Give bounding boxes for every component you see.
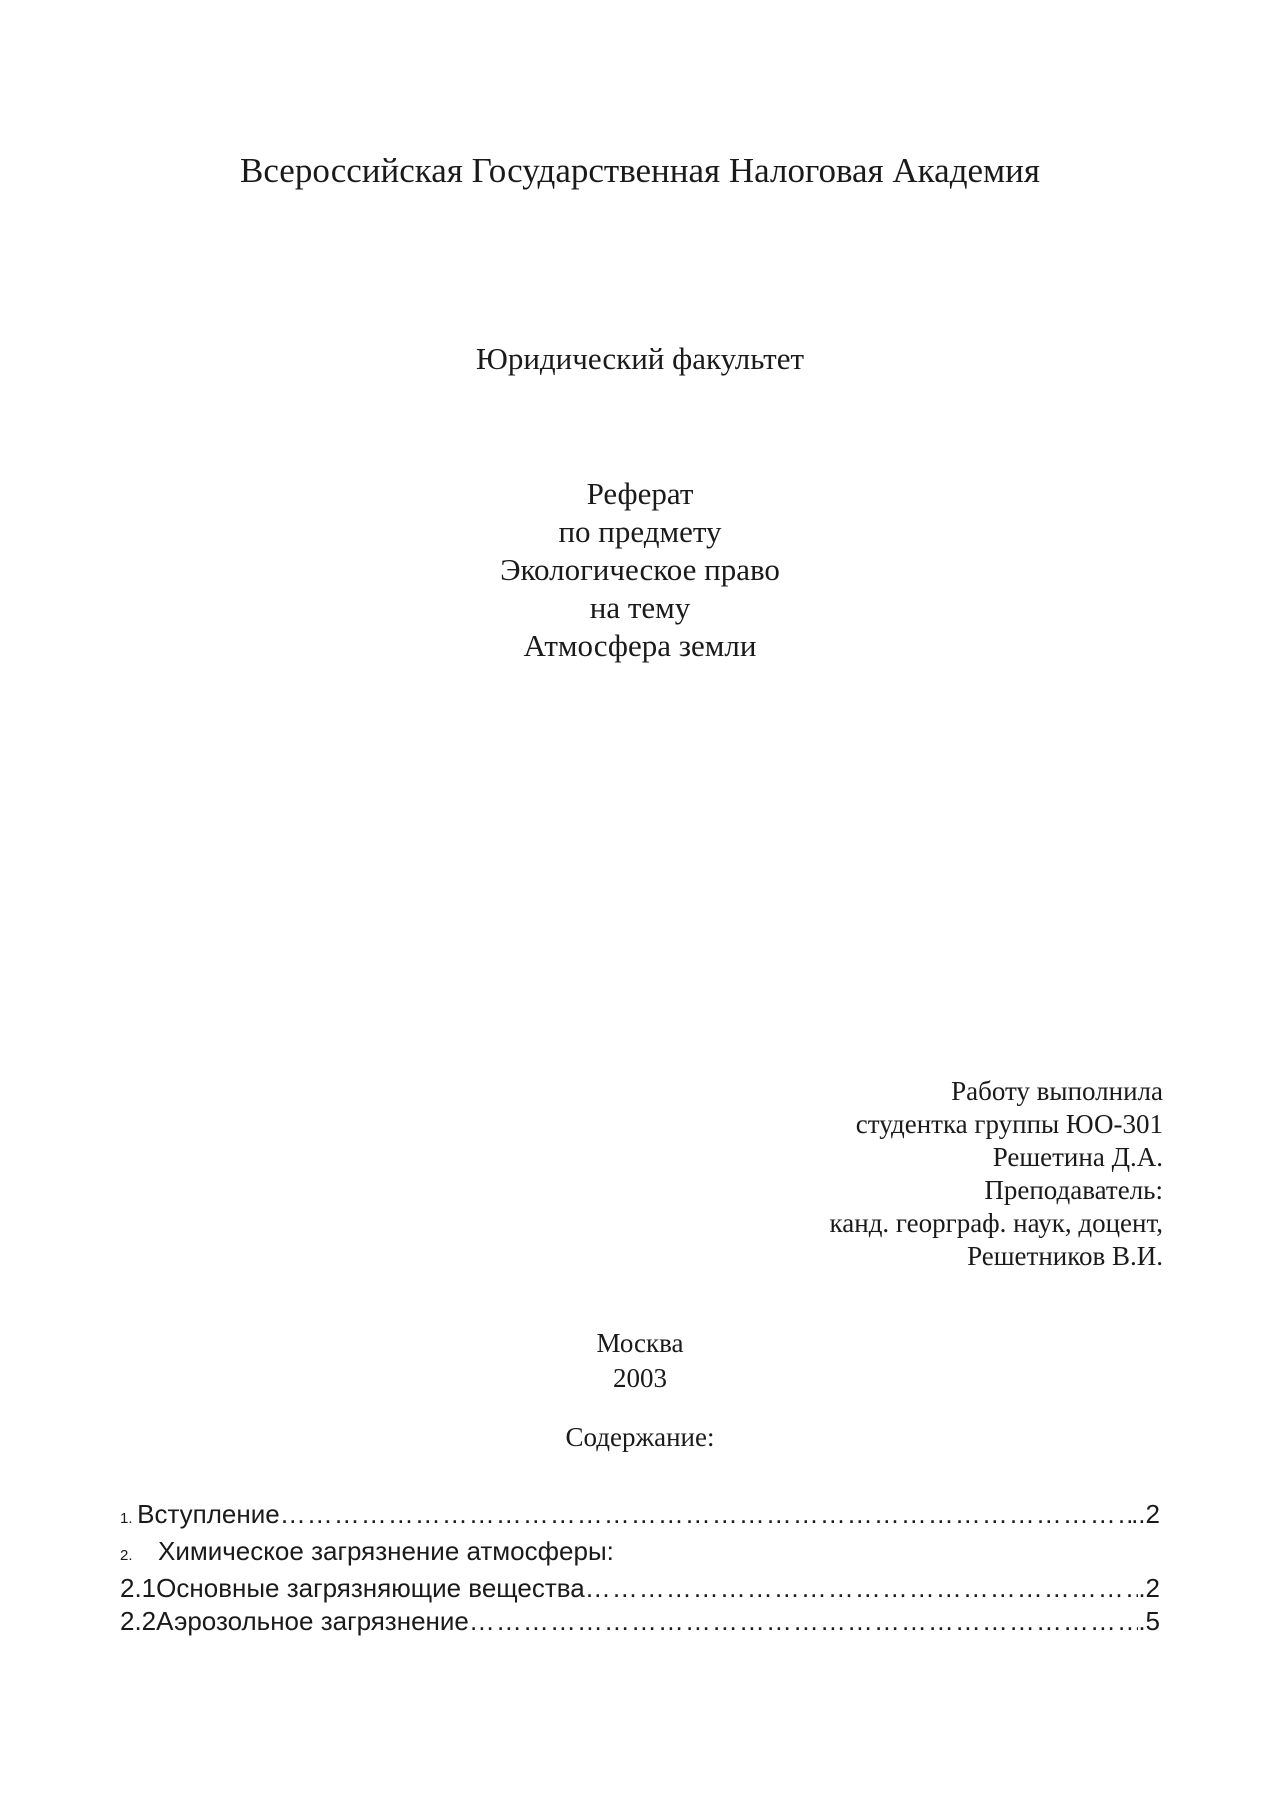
teacher-name: Решетников В.И.: [967, 1241, 1163, 1271]
subject-line-topic-label: на тему: [589, 590, 691, 625]
toc-item-number: 2.1: [120, 1573, 157, 1603]
toc-item-page: ..2: [1131, 1499, 1160, 1529]
toc-item-text: Основные загрязняющие вещества: [156, 1573, 585, 1603]
toc-item: [120, 1572, 1160, 1605]
author-done-by: Работу выполнила: [951, 1076, 1163, 1106]
academy-title: Всероссийская Государственная Налоговая Академия: [239, 151, 1041, 190]
subject-line-topic: Атмосфера земли: [523, 628, 757, 663]
toc-item-number: 1.: [120, 1510, 133, 1527]
toc-leader-dots: [469, 1605, 1138, 1638]
teacher-label: Преподаватель:: [984, 1175, 1163, 1205]
author-name: Решетина Д.А.: [992, 1142, 1163, 1172]
city: Москва: [596, 1328, 684, 1358]
city-year-block: [0, 1326, 1280, 1396]
author-block: [830, 1075, 1163, 1273]
toc-item-text: Вступление: [137, 1499, 280, 1529]
subject-line-preposition: по предмету: [558, 514, 722, 549]
toc-item-number: 2.: [120, 1547, 133, 1564]
toc-item: [120, 1498, 1160, 1535]
year: 2003: [613, 1363, 667, 1393]
subject-line-course: Экологическое право: [500, 552, 780, 587]
contents-title: Содержание:: [565, 1422, 715, 1452]
teacher-degree: канд. георграф. наук, доцент,: [829, 1208, 1163, 1238]
toc-item: [120, 1605, 1160, 1638]
toc-item-text: Аэрозольное загрязнение: [156, 1606, 469, 1636]
subject-line-type: Реферат: [586, 476, 694, 511]
toc-leader-dots: [280, 1498, 1131, 1531]
subject-block: [0, 475, 1280, 665]
toc-item-page: .2: [1138, 1573, 1160, 1603]
toc-item-text: Химическое загрязнение атмосферы:: [158, 1536, 614, 1566]
toc-leader-dots: [585, 1572, 1139, 1605]
toc-item-page: .5: [1138, 1606, 1160, 1636]
faculty-title: Юридический факультет: [475, 341, 805, 376]
table-of-contents: [120, 1498, 1160, 1638]
author-group: студентка группы ЮО-301: [855, 1109, 1163, 1139]
toc-item-number: 2.2: [120, 1606, 157, 1636]
toc-item: [120, 1535, 1160, 1572]
